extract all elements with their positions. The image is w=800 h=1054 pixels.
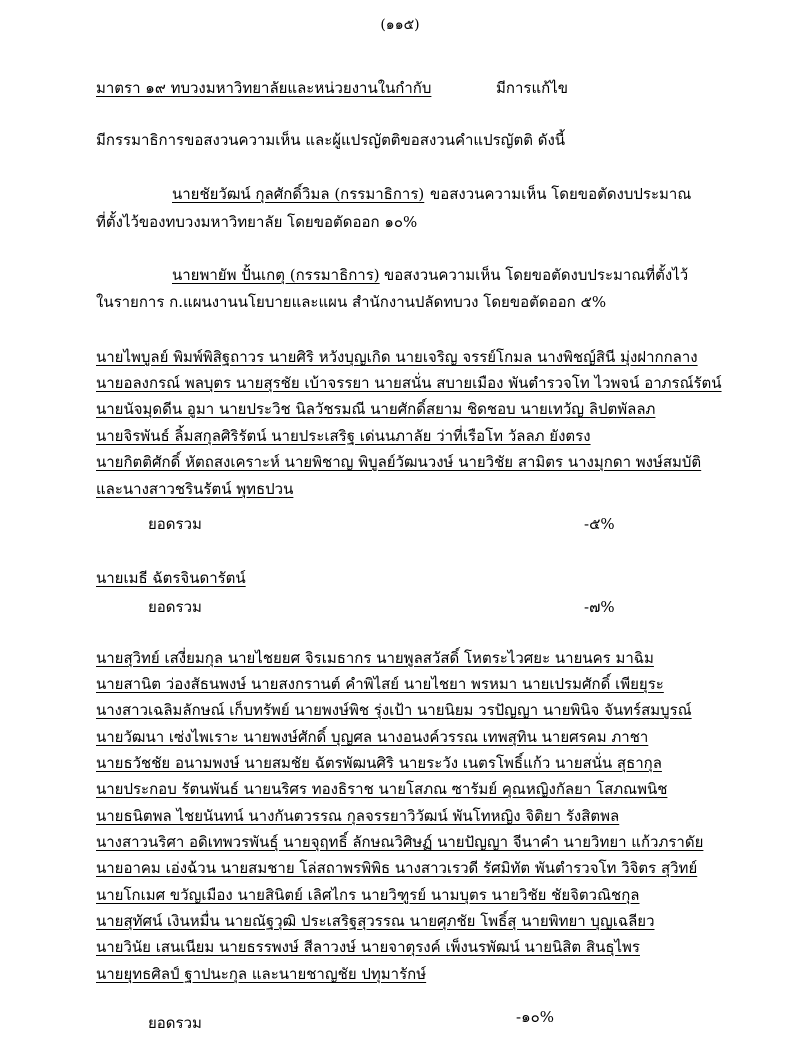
section-title: มาตรา ๑๙ ทบวงมหาวิทยาลัยและหน่วยงานในกำกับ <box>96 79 432 97</box>
proposer-names-line: นายนัจมุดดีน อูมา นายประวิช นิลวัชรมณี นายศักดิ์สยาม ชิดชอบ นายเทวัญ ลิปตพัลลภ <box>96 400 656 418</box>
proposer-names-line: นายกิตติศักดิ์ หัตถสงเคราะห์ นายพิชาญ พิบูลย์วัฒนวงษ์ นายวิชัย สามิตร นางมุกดา พงษ์สมบัติ <box>96 453 702 471</box>
committee-reservation-line: ขอสงวนความเห็น โดยขอตัดงบประมาณ <box>430 185 692 203</box>
proposer-names-line: นายธวัชชัย อนามพงษ์ นายสมชัย ฉัตรพัฒนศิริ นายระวัง เนตรโพธิ์แก้ว นายสนั่น สุธากุล <box>96 754 662 772</box>
proposer-names-line: นายอาคม เอ่งฉ้วน นายสมชาย โล่สถาพรพิพิธ นางสาวเรวดี รัศมิทัต พันตำรวจโท วิจิตร สุวิทย์ <box>96 859 698 877</box>
proposer-names-line: นางสาวเฉลิมลักษณ์ เก็บทรัพย์ นายพงษ์พิช รุ่งเป้า นายนิยม วรปัญญา นายพินิจ จันทร์สมบูรณ์ <box>96 701 692 719</box>
page-number: (๑๑๕) <box>380 17 420 33</box>
proposer-names-line: นายอลงกรณ์ พลบุตร นายสุรชัย เบ้าจรรยา นายสนั่น สบายเมือง พันตำรวจโท ไวพจน์ อาภรณ์รัตน์ <box>96 374 722 392</box>
proposer-names-line: นายธนิตพล ไชยนันทน์ นางกันตวรรณ กุลจรรยาวิวัฒน์ พันโทหญิง จิติยา รังสิตพล <box>96 807 620 825</box>
proposer-names-line: นายประกอบ รัตนพันธ์ นายนริศร ทองธิราช นายโสภณ ซารัมย์ คุณหญิงกัลยา โสภณพนิช <box>96 780 668 798</box>
proposer-names-line: นางสาวนริศา อดิเทพวรพันธุ์ นายจุฤทธิ์ ลักษณวิศิษฏ์ นายปัญญา จีนาคำ นายวิทยา แก้วภราดัย <box>96 833 704 851</box>
proposer-names-line: และนางสาวชรินรัตน์ พุทธปวน <box>96 480 294 498</box>
proposer-names-line: นายจิรพันธ์ ลิ้มสกุลศิริรัตน์ นายประเสริฐ เด่นนภาลัย ว่าที่เรือโท วัลลภ ยังตรง <box>96 427 591 445</box>
proposer-names-line: นายเมธี ฉัตรจินดารัตน์ <box>96 569 246 587</box>
committee-member-name: นายพายัพ ปั้นเกตุ (กรรมาธิการ) <box>172 266 380 284</box>
intro-text: มีกรรมาธิการขอสงวนความเห็น และผู้แปรญัตติขอสงวนคำแปรญัตติ ดังนี้ <box>96 131 566 149</box>
proposer-names-line: นายไพบูลย์ พิมพ์พิสิฐถาวร นายศิริ หวังบุญเกิด นายเจริญ จรรย์โกมล นางพิชญ์สินี มุ่งฝากกลาง <box>96 348 698 366</box>
proposer-names-line: นายยุทธศิลป์ ฐาปนะกุล และนายชาญชัย ปทุมารักษ์ <box>96 965 427 983</box>
total-value: -๕% <box>584 515 615 533</box>
committee-member-name: นายชัยวัฒน์ กุลศักดิ์วิมล (กรรมาธิการ) <box>172 185 425 203</box>
total-value: -๑๐% <box>516 1008 554 1026</box>
proposer-names-line: นายสุทัศน์ เงินหมื่น นายณัฐวุฒิ ประเสริฐสุวรรณ นายศุภชัย โพธิ์สุ นายพิทยา บุญเฉลียว <box>96 912 655 930</box>
section-status: มีการแก้ไข <box>496 79 568 97</box>
total-label: ยอดรวม <box>148 515 202 533</box>
proposer-names-line: นายสุวิทย์ เสงี่ยมกุล นายไชยยศ จิรเมธากร นายพูลสวัสดิ์ โหตระไวศยะ นายนคร มาฉิม <box>96 649 654 667</box>
committee-reservation-line: ที่ตั้งไว้ของทบวงมหาวิทยาลัย โดยขอตัดออก ๑๐% <box>96 213 418 231</box>
proposer-names-line: นายโกเมศ ขวัญเมือง นายสินิตย์ เลิศไกร นายวิฑูรย์ นามบุตร นายวิชัย ชัยจิตวณิชกุล <box>96 886 640 904</box>
total-label: ยอดรวม <box>148 598 202 616</box>
proposer-names-line: นายวินัย เสนเนียม นายธรรพงษ์ สีลาวงษ์ นายจาตุรงค์ เพ็งนรพัฒน์ นายนิสิต สินธุไพร <box>96 938 640 956</box>
proposer-names-line: นายวัฒนา เซ่งไพเราะ นายพงษ์ศักดิ์ บุญศล นางอนงค์วรรณ เทพสุทิน นายศรคม ภาชา <box>96 728 649 746</box>
total-label: ยอดรวม <box>148 1014 202 1032</box>
committee-reservation-line: ขอสงวนความเห็น โดยขอตัดงบประมาณที่ตั้งไว้ <box>384 266 689 284</box>
committee-reservation-line: ในรายการ ก.แผนงานนโยบายและแผน สำนักงานปลัดทบวง โดยขอตัดออก ๕% <box>96 293 607 311</box>
proposer-names-line: นายสานิต ว่องสัธนพงษ์ นายสงกรานต์ คำพิไสย์ นายไชยา พรหมา นายเปรมศักดิ์ เพียยุระ <box>96 675 664 693</box>
total-value: -๗% <box>584 598 615 616</box>
